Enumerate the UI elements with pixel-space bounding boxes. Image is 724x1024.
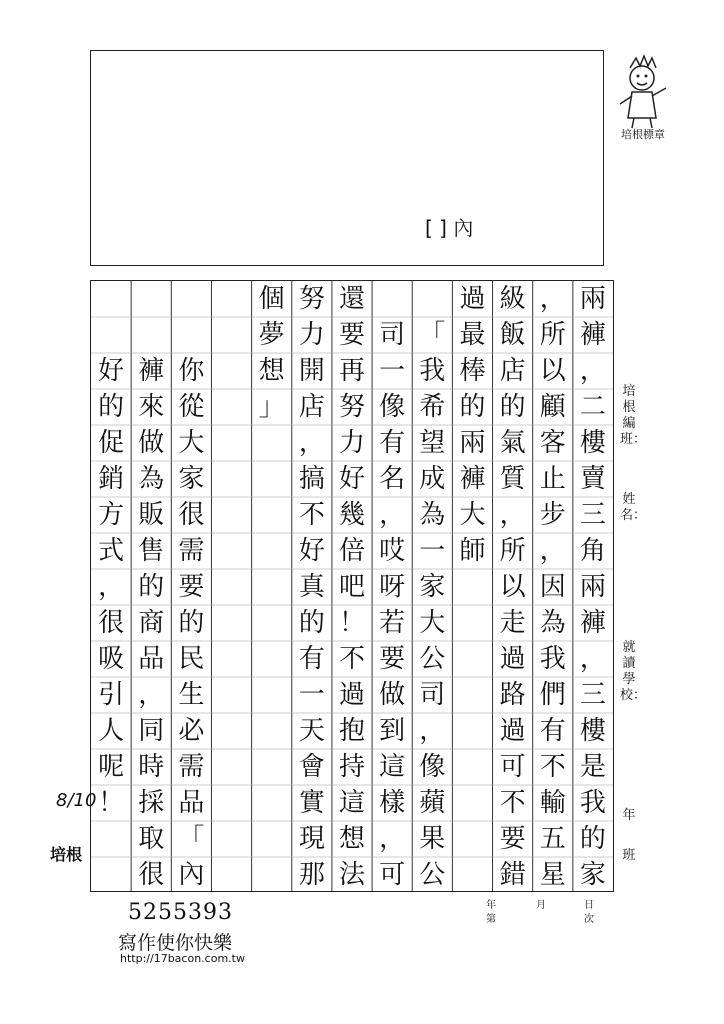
grid-char: 銷 xyxy=(98,464,125,494)
grid-char: 過 xyxy=(499,644,526,674)
grid-char xyxy=(252,821,292,857)
grid-char: ， xyxy=(298,428,325,458)
grid-char: ， xyxy=(539,284,566,314)
name-label: 姓名： xyxy=(620,492,647,523)
grid-char: 成 xyxy=(419,464,446,494)
grid-char: 那 xyxy=(298,860,325,890)
grid-char: 一 xyxy=(379,356,406,386)
grid-char xyxy=(211,425,251,461)
grid-char: 實 xyxy=(298,788,325,818)
grid-char: 大 xyxy=(178,428,205,458)
grid-char: 想 xyxy=(258,356,285,386)
grid-char: 品 xyxy=(138,644,165,674)
grid-char: 想 xyxy=(338,824,365,854)
grid-char xyxy=(452,569,492,605)
grade-label: 年 xyxy=(622,808,636,823)
grid-char: 司 xyxy=(379,320,406,350)
grid-char xyxy=(452,677,492,713)
grid-char: 最 xyxy=(459,320,486,350)
grid-char: 」 xyxy=(258,392,285,422)
grid-char: 客 xyxy=(539,428,566,458)
grid-char: 星 xyxy=(539,860,566,890)
grid-char xyxy=(131,281,171,317)
grid-char xyxy=(211,713,251,749)
grid-char: 公 xyxy=(419,860,446,890)
grid-char xyxy=(372,281,412,317)
date-label-day: 日 xyxy=(584,900,594,911)
grid-char: 很 xyxy=(138,860,165,890)
grid-char: 引 xyxy=(98,680,125,710)
grid-char: 過 xyxy=(338,680,365,710)
grid-char: 方 xyxy=(98,500,125,530)
grid-char xyxy=(211,785,251,821)
grid-char xyxy=(211,821,251,857)
grid-char: 售 xyxy=(138,536,165,566)
grid-char: 吧 xyxy=(338,572,365,602)
grid-char: ， xyxy=(539,536,566,566)
grid-char: 褲 xyxy=(579,320,606,350)
grid-char: 現 xyxy=(298,824,325,854)
grid-char xyxy=(171,317,211,353)
grid-char xyxy=(91,317,131,353)
grid-char xyxy=(211,281,251,317)
grid-char: 的 xyxy=(499,392,526,422)
grid-char: 公 xyxy=(419,644,446,674)
grid-char: 有 xyxy=(379,428,406,458)
grid-char: ， xyxy=(579,644,606,674)
grid-char xyxy=(452,641,492,677)
grid-char: 很 xyxy=(98,608,125,638)
grid-char: 顧 xyxy=(539,392,566,422)
grid-char xyxy=(452,605,492,641)
grid-char: 樓 xyxy=(579,716,606,746)
grid-char: 要 xyxy=(499,824,526,854)
grid-char: 必 xyxy=(178,716,205,746)
class-label: 培根編班： xyxy=(620,384,647,447)
grid-char: 會 xyxy=(298,752,325,782)
grid-char xyxy=(211,605,251,641)
grid-char: 過 xyxy=(459,284,486,314)
score: 8/10 xyxy=(56,790,97,811)
grid-char: ， xyxy=(379,824,406,854)
grid-char: 司 xyxy=(419,680,446,710)
date-label-year: 年 xyxy=(486,900,496,911)
grid-char xyxy=(252,605,292,641)
grid-char: 走 xyxy=(499,608,526,638)
grid-char: 持 xyxy=(338,752,365,782)
grid-char: 賣 xyxy=(579,464,606,494)
grid-char: 輸 xyxy=(539,788,566,818)
grid-char: 「 xyxy=(419,320,446,350)
grid-char: 可 xyxy=(499,752,526,782)
grid-char: 角 xyxy=(579,536,606,566)
grid-char: 名 xyxy=(379,464,406,494)
date-label-count: 次 xyxy=(584,914,594,925)
grid-char: 的 xyxy=(579,824,606,854)
grid-char xyxy=(211,569,251,605)
footer-number: 5255393 xyxy=(128,900,233,925)
mascot-logo xyxy=(612,48,674,134)
grid-char: 「 xyxy=(178,824,205,854)
grid-char: 努 xyxy=(298,284,325,314)
writing-column xyxy=(131,281,171,891)
grid-char: 需 xyxy=(178,536,205,566)
grid-char xyxy=(252,533,292,569)
grid-char: 好 xyxy=(98,356,125,386)
grid-char: 的 xyxy=(138,572,165,602)
writing-column xyxy=(332,281,372,891)
grid-char xyxy=(91,857,131,893)
grid-char: 不 xyxy=(298,500,325,530)
grid-char: 內 xyxy=(178,860,205,890)
grid-char: 來 xyxy=(138,392,165,422)
grid-char: 樓 xyxy=(579,428,606,458)
grid-char: 採 xyxy=(138,788,165,818)
grid-char: 兩 xyxy=(459,428,486,458)
comment-box xyxy=(90,50,604,266)
grid-char: 民 xyxy=(178,644,205,674)
grid-char: 店 xyxy=(499,356,526,386)
grid-char: 因 xyxy=(539,572,566,602)
grid-char: 三 xyxy=(579,500,606,530)
grid-char: 有 xyxy=(298,644,325,674)
grid-char xyxy=(211,641,251,677)
grid-char xyxy=(91,281,131,317)
grid-char: 很 xyxy=(178,500,205,530)
grid-char: 從 xyxy=(178,392,205,422)
grid-char: 取 xyxy=(138,824,165,854)
writing-column xyxy=(292,281,332,891)
writing-column xyxy=(573,281,613,891)
grid-char: 師 xyxy=(459,536,486,566)
grid-char: 努 xyxy=(338,392,365,422)
grid-char: 棒 xyxy=(459,356,486,386)
grid-char xyxy=(412,281,452,317)
grid-char: 家 xyxy=(419,572,446,602)
grid-char xyxy=(452,821,492,857)
grid-char: 質 xyxy=(499,464,526,494)
writing-column xyxy=(211,281,251,891)
grid-char: 褲 xyxy=(138,356,165,386)
grid-char xyxy=(211,461,251,497)
grid-char: 哎 xyxy=(379,536,406,566)
grid-char: 的 xyxy=(98,392,125,422)
grid-char xyxy=(252,461,292,497)
grid-char: 做 xyxy=(138,428,165,458)
grid-char: 兩 xyxy=(579,284,606,314)
grid-char: 不 xyxy=(539,752,566,782)
writing-column xyxy=(533,281,573,891)
grid-char: 不 xyxy=(499,788,526,818)
date-label-month: 月 xyxy=(536,900,546,911)
grid-char: 飯 xyxy=(499,320,526,350)
grid-char: 我 xyxy=(579,788,606,818)
grid-char: 大 xyxy=(459,500,486,530)
grid-char: 為 xyxy=(539,608,566,638)
grid-char xyxy=(211,677,251,713)
grid-char: 力 xyxy=(298,320,325,350)
grid-char: 五 xyxy=(539,824,566,854)
grid-char: 步 xyxy=(539,500,566,530)
grid-char: 希 xyxy=(419,392,446,422)
grid-char: 是 xyxy=(579,752,606,782)
grid-char xyxy=(452,713,492,749)
grid-char: ， xyxy=(138,680,165,710)
grid-char: 所 xyxy=(499,536,526,566)
grid-char xyxy=(252,713,292,749)
grid-char xyxy=(252,425,292,461)
writing-column xyxy=(171,281,211,891)
comment-mark: [ ] 內 xyxy=(425,216,474,240)
grid-char xyxy=(211,497,251,533)
writing-column xyxy=(372,281,412,891)
grid-char: ， xyxy=(579,356,606,386)
grid-char: 再 xyxy=(338,356,365,386)
writing-column xyxy=(452,281,492,891)
grid-char xyxy=(211,317,251,353)
grid-char xyxy=(211,353,251,389)
grid-char: 商 xyxy=(138,608,165,638)
grid-char: 可 xyxy=(379,860,406,890)
grid-char xyxy=(91,821,131,857)
grid-char: 一 xyxy=(419,536,446,566)
grid-char: 三 xyxy=(579,680,606,710)
grid-char: 要 xyxy=(379,644,406,674)
grid-char: 促 xyxy=(98,428,125,458)
grid-char: 還 xyxy=(338,284,365,314)
grid-char: 我 xyxy=(539,644,566,674)
grid-char: ， xyxy=(419,716,446,746)
grid-char xyxy=(252,677,292,713)
grid-char: 要 xyxy=(178,572,205,602)
grid-char: ， xyxy=(379,500,406,530)
grid-char: 我 xyxy=(419,356,446,386)
grid-char: 吸 xyxy=(98,644,125,674)
grid-char: 家 xyxy=(579,860,606,890)
school-label: 就讀學校： xyxy=(620,640,647,703)
grid-char: 呀 xyxy=(379,572,406,602)
grid-char: 這 xyxy=(338,788,365,818)
footer-slogan: 寫作使你快樂 xyxy=(118,932,233,954)
grid-char: 開 xyxy=(298,356,325,386)
grid-char: 望 xyxy=(419,428,446,458)
grid-char: 兩 xyxy=(579,572,606,602)
grid-char: 品 xyxy=(178,788,205,818)
grid-char: 像 xyxy=(419,752,446,782)
grid-char xyxy=(252,749,292,785)
grid-char: 抱 xyxy=(338,716,365,746)
grid-char: 過 xyxy=(499,716,526,746)
grid-char: 法 xyxy=(338,860,365,890)
grid-char: ， xyxy=(98,572,125,602)
grid-char: 式 xyxy=(98,536,125,566)
grid-char: 有 xyxy=(539,716,566,746)
grid-char: 店 xyxy=(298,392,325,422)
grid-char: 以 xyxy=(539,356,566,386)
grid-char: 不 xyxy=(338,644,365,674)
class-suffix-label: 班 xyxy=(622,848,636,863)
grid-char: 同 xyxy=(138,716,165,746)
grid-char: 你 xyxy=(178,356,205,386)
grid-char: ， xyxy=(499,500,526,530)
grid-char: 錯 xyxy=(499,860,526,890)
grid-char: ！ xyxy=(98,788,125,818)
grid-char: 止 xyxy=(539,464,566,494)
footer-url: http://17bacon.com.tw xyxy=(120,952,245,965)
grid-char: 真 xyxy=(298,572,325,602)
grid-char: 到 xyxy=(379,716,406,746)
writing-column xyxy=(252,281,292,891)
grid-char: 販 xyxy=(138,500,165,530)
grid-char: 夢 xyxy=(258,320,285,350)
grid-char xyxy=(252,569,292,605)
grid-char: 一 xyxy=(298,680,325,710)
grid-char: 級 xyxy=(499,284,526,314)
grid-char: 的 xyxy=(459,392,486,422)
grid-char xyxy=(131,317,171,353)
writing-column xyxy=(91,281,131,891)
grid-char: 們 xyxy=(539,680,566,710)
writing-column xyxy=(493,281,533,891)
grid-char: 幾 xyxy=(338,500,365,530)
grid-char: 路 xyxy=(499,680,526,710)
grid-char: 褲 xyxy=(459,464,486,494)
grid-char: 的 xyxy=(178,608,205,638)
grid-char: 二 xyxy=(579,392,606,422)
grid-char: 要 xyxy=(338,320,365,350)
grid-char: 這 xyxy=(379,752,406,782)
grid-char: 樣 xyxy=(379,788,406,818)
grid-char xyxy=(211,749,251,785)
grid-char: 所 xyxy=(539,320,566,350)
grid-char: 呢 xyxy=(98,752,125,782)
date-label-ordinal: 第 xyxy=(486,914,496,925)
grid-char xyxy=(211,389,251,425)
logo-caption: 培根標章 xyxy=(621,128,665,141)
grid-char: 為 xyxy=(138,464,165,494)
grid-char: 天 xyxy=(298,716,325,746)
grid-char: 家 xyxy=(178,464,205,494)
grid-char: ！ xyxy=(338,608,365,638)
grid-char xyxy=(211,857,251,893)
grid-char: 做 xyxy=(379,680,406,710)
grid-char xyxy=(452,785,492,821)
writing-grid xyxy=(90,280,614,892)
grid-char: 果 xyxy=(419,824,446,854)
grid-char: 力 xyxy=(338,428,365,458)
grid-char: 倍 xyxy=(338,536,365,566)
grid-char: 個 xyxy=(258,284,285,314)
grid-char xyxy=(452,749,492,785)
grid-char: 人 xyxy=(98,716,125,746)
grid-char xyxy=(252,497,292,533)
grid-char xyxy=(171,281,211,317)
grid-char: 時 xyxy=(138,752,165,782)
grid-char xyxy=(252,785,292,821)
grid-char: 以 xyxy=(499,572,526,602)
grid-char xyxy=(252,641,292,677)
grid-char: 大 xyxy=(419,608,446,638)
writing-column xyxy=(412,281,452,891)
grid-char: 的 xyxy=(298,608,325,638)
grid-char: 需 xyxy=(178,752,205,782)
grid-char: 若 xyxy=(379,608,406,638)
grid-char: 褲 xyxy=(579,608,606,638)
grid-char: 好 xyxy=(298,536,325,566)
grid-char: 氣 xyxy=(499,428,526,458)
teacher-signature: 培根 xyxy=(50,845,83,864)
grid-char: 搞 xyxy=(298,464,325,494)
grid-char: 為 xyxy=(419,500,446,530)
grid-char: 生 xyxy=(178,680,205,710)
grid-char: 好 xyxy=(338,464,365,494)
grid-char xyxy=(452,857,492,893)
grid-char xyxy=(252,857,292,893)
grid-char xyxy=(211,533,251,569)
grid-char: 像 xyxy=(379,392,406,422)
grid-char: 蘋 xyxy=(419,788,446,818)
